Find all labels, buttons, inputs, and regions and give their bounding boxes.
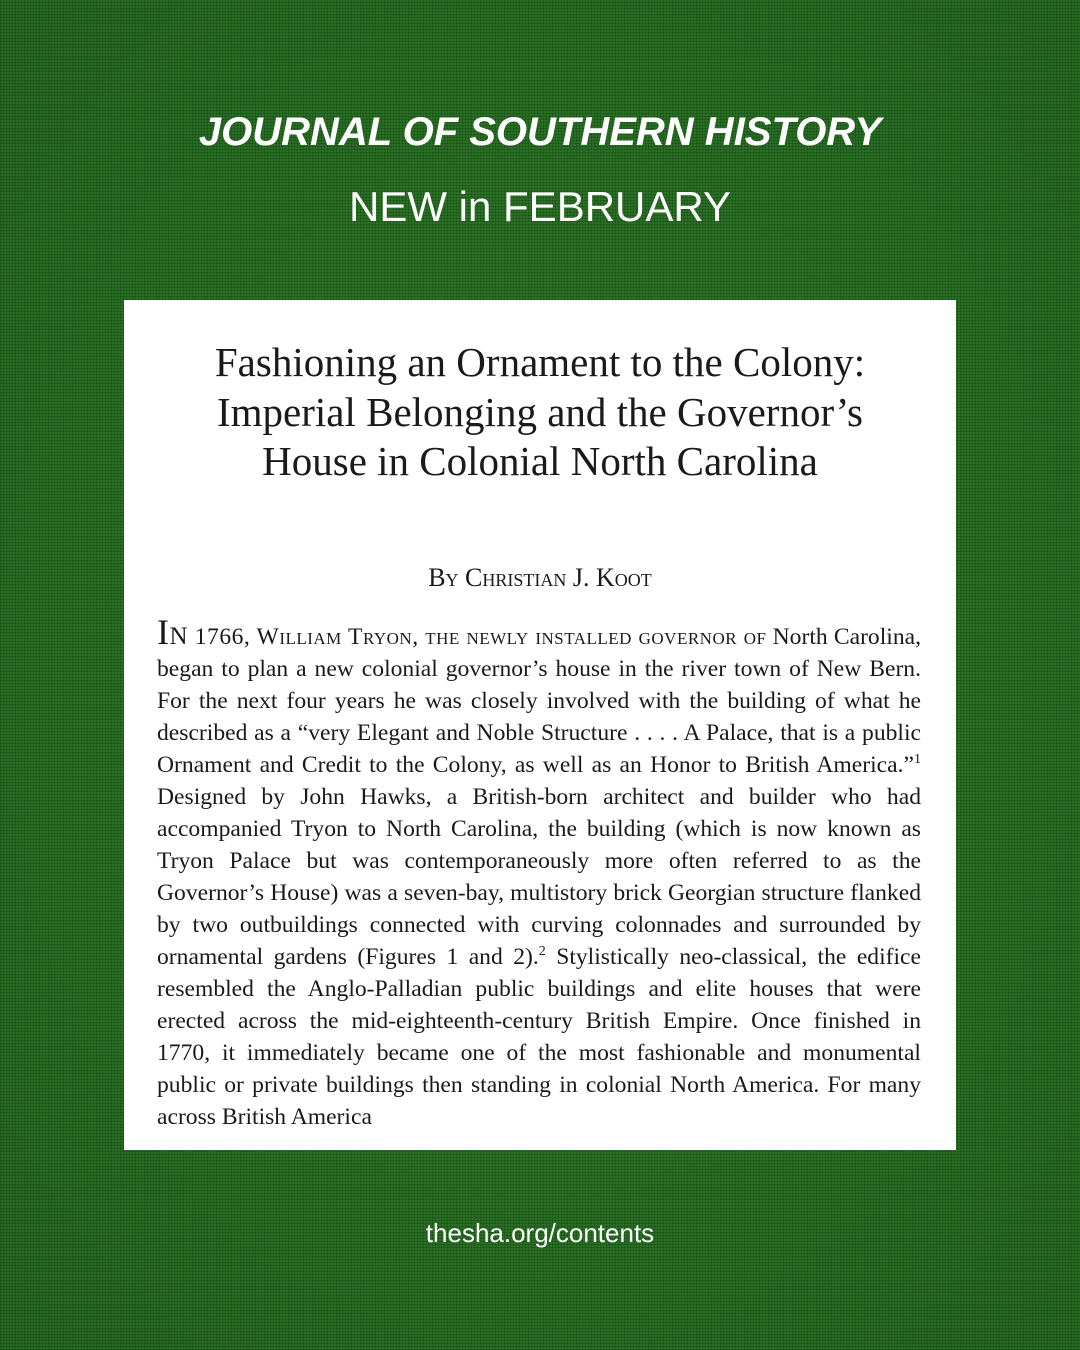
article-body [157,612,921,1133]
footnote-marker-1: 1 [914,752,921,768]
footnote-marker-2: 2 [538,944,546,960]
article-byline: By Christian J. Koot [428,563,652,592]
body-text-part-3: Stylistically neo-classical, the edifice resembled the Anglo-Palladian public buildings and elite houses that were erected across the mid-eighteenth-century British Empire. Once finished in 1770, it immediately became one of the most fashionable and monumental public or private buildings then standing in colonial North America. For many across British America [157,944,921,1130]
journal-name: JOURNAL OF SOUTHERN HISTORY [198,110,882,154]
article-title: Fashioning an Ornament to the Colony: Imperial Belonging and the Governor’s House in Colonial North Carolina [214,339,866,484]
opening-lead-in: 1766, William Tryon, the newly installed governor of [188,624,767,650]
contents-url[interactable]: thesha.org/contents [425,1218,655,1248]
body-text-part-1: North Carolina, began to plan a new colonial governor’s house in the river town of New Bern. For the next four years he was closely involved with the building of what he described as a “very Elegant and Noble Structure . . . . A Palace, that is a public Ornament and Credit to the Colony, as well as an Honor to British America.” [157,624,921,778]
article-opening [157,612,767,652]
issue-note: NEW in FEBRUARY [349,183,731,230]
opening-word: In [157,612,189,652]
article-page-excerpt [124,300,956,1150]
body-text-part-2: Designed by John Hawks, a British-born architect and builder who had accompanied Tryon to North Carolina, the building (which is now known as Tryon Palace but was contemporaneously more often referred to as the Governor’s House) was a seven-bay, multistory brick Georgian structure flanked by two outbuildings connected with curving colonnades and surrounded by ornamental gardens (Figures 1 and 2). [157,784,921,970]
